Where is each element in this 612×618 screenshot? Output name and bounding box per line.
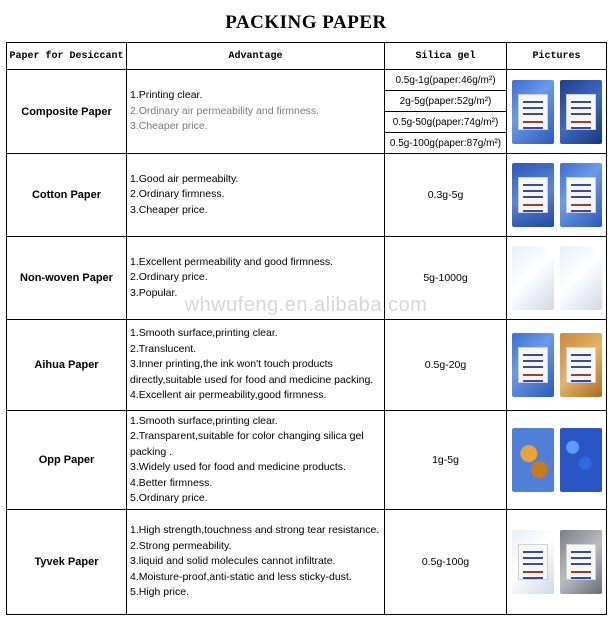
silica-option: 0.5g-1g(paper:46g/m²) xyxy=(385,70,507,91)
desiccant-packet-image xyxy=(512,333,554,397)
advantage-line: packing . xyxy=(130,445,173,458)
pictures-cell xyxy=(507,411,607,510)
desiccant-packet-image xyxy=(560,333,602,397)
advantage-cell xyxy=(127,154,385,237)
advantage-line: 4.Excellent air permeability,good firmness. xyxy=(130,389,327,402)
silica-range: 0.5g-20g xyxy=(385,320,507,411)
pictures-cell xyxy=(507,510,607,615)
advantage-line: 2.Ordinary price. xyxy=(130,271,208,284)
header-silica-gel: Silica gel xyxy=(385,43,507,70)
advantage-cell xyxy=(127,70,385,154)
desiccant-packet-image xyxy=(512,246,554,310)
advantage-line: 1.Smooth surface,printing clear. xyxy=(130,327,278,340)
advantage-line: 4.Better firmness. xyxy=(130,476,213,489)
advantage-line: 1.Smooth surface,printing clear. xyxy=(130,414,278,427)
pictures-cell xyxy=(507,320,607,411)
advantage-line: 2.Transparent,suitable for color changing silica gel xyxy=(130,430,364,442)
header-row xyxy=(7,43,607,70)
advantage-line: 2.Translucent. xyxy=(130,342,197,355)
table-row xyxy=(7,237,607,320)
advantage-line: 1.Good air permeabilty. xyxy=(130,172,239,185)
advantage-line: 3.Inner printing,the ink won't touch products xyxy=(130,358,333,371)
paper-name: Tyvek Paper xyxy=(7,510,127,615)
silica-range: 1g-5g xyxy=(385,411,507,510)
advantage-line: 3.Popular. xyxy=(130,286,178,299)
advantage-line: directly,suitable used for food and medicine packing. xyxy=(130,373,374,386)
advantage-cell xyxy=(127,237,385,320)
advantage-line: 2.Strong permeability. xyxy=(130,539,232,552)
pictures-cell xyxy=(507,70,607,154)
page-title: PACKING PAPER xyxy=(225,12,387,33)
packing-paper-table xyxy=(6,42,607,615)
advantage-line: 2.Ordinary air permeability and firmness. xyxy=(130,104,320,117)
table-row xyxy=(7,70,607,91)
paper-name: Non-woven Paper xyxy=(7,237,127,320)
table-row xyxy=(7,510,607,615)
table-row xyxy=(7,154,607,237)
advantage-line: 3.liquid and solid molecules cannot infiltrate. xyxy=(130,555,336,568)
advantage-cell xyxy=(127,411,385,510)
silica-option: 0.5g-100g(paper:87g/m²) xyxy=(385,133,507,154)
table-row xyxy=(7,411,607,510)
silica-range: 0.3g-5g xyxy=(385,154,507,237)
pictures-cell xyxy=(507,237,607,320)
desiccant-packet-image xyxy=(512,163,554,227)
paper-name: Composite Paper xyxy=(7,70,127,154)
advantage-line: 5.High price. xyxy=(130,586,189,599)
header-pictures: Pictures xyxy=(507,43,607,70)
desiccant-packet-image xyxy=(560,428,602,492)
advantage-line: 4.Moisture-proof,anti-static and less sticky-dust. xyxy=(130,570,352,583)
desiccant-packet-image xyxy=(512,530,554,594)
advantage-line: 1.Printing clear. xyxy=(130,89,203,102)
pictures-cell xyxy=(507,154,607,237)
header-advantage: Advantage xyxy=(127,43,385,70)
desiccant-packet-image xyxy=(560,530,602,594)
advantage-cell xyxy=(127,320,385,411)
paper-name: Cotton Paper xyxy=(7,154,127,237)
advantage-line: 3.Cheaper price. xyxy=(130,203,208,216)
silica-option: 0.5g-50g(paper:74g/m²) xyxy=(385,112,507,133)
advantage-line: 5.Ordinary price. xyxy=(130,492,208,504)
header-paper: Paper for Desiccant xyxy=(7,43,127,70)
silica-range: 5g-1000g xyxy=(385,237,507,320)
desiccant-packet-image xyxy=(560,246,602,310)
desiccant-packet-image xyxy=(560,80,602,144)
advantage-line: 3.Widely used for food and medicine products. xyxy=(130,461,346,473)
advantage-line: 3.Cheaper price. xyxy=(130,120,208,133)
advantage-line: 1.Excellent permeability and good firmness. xyxy=(130,255,334,268)
desiccant-packet-image xyxy=(560,163,602,227)
paper-name: Aihua Paper xyxy=(7,320,127,411)
desiccant-packet-image xyxy=(512,428,554,492)
desiccant-packet-image xyxy=(512,80,554,144)
advantage-line: 2.Ordinary firmness. xyxy=(130,188,225,201)
silica-option: 2g-5g(paper:52g/m²) xyxy=(385,91,507,112)
silica-range: 0.5g-100g xyxy=(385,510,507,615)
paper-name: Opp Paper xyxy=(7,411,127,510)
advantage-cell xyxy=(127,510,385,615)
advantage-line: 1.High strength,touchness and strong tear resistance. xyxy=(130,524,380,537)
table-row xyxy=(7,320,607,411)
watermark: whwufeng.en.alibaba.com xyxy=(184,294,428,316)
